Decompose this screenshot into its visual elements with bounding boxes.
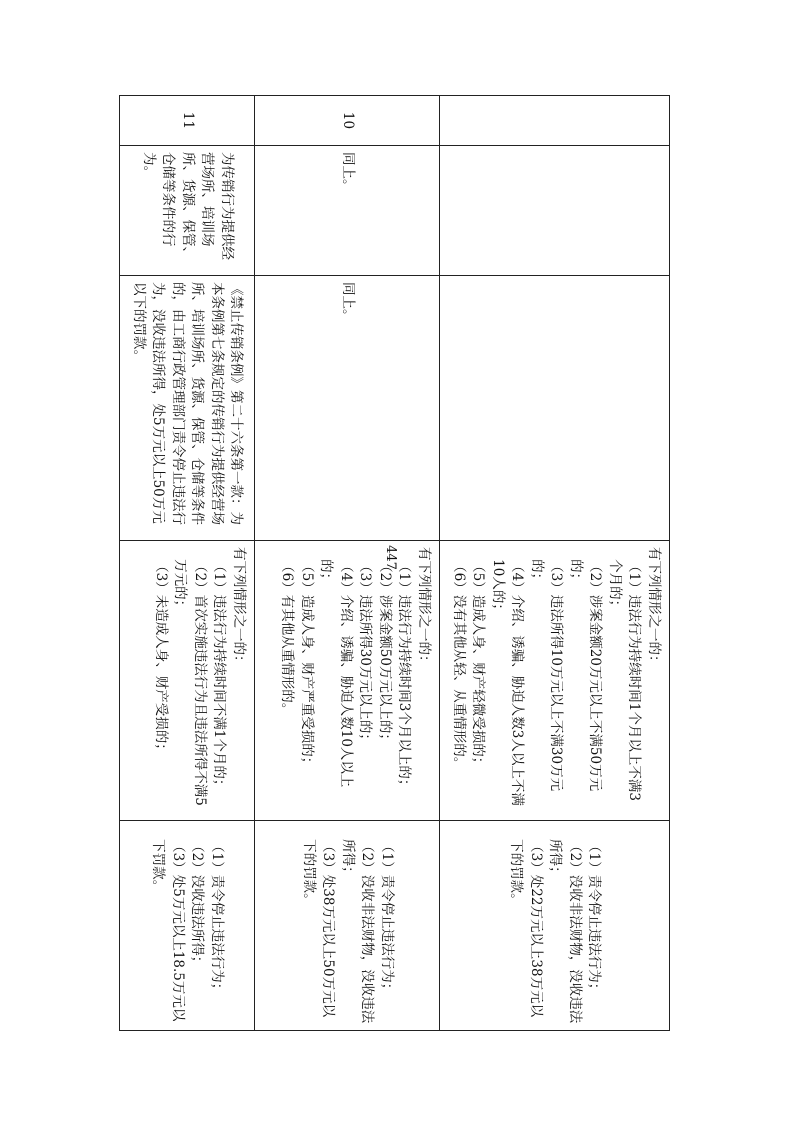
- circumstance-line: （5）造成人身、财产轻微受损的；: [470, 559, 487, 771]
- illegal-act-cell: 同上。: [255, 146, 440, 276]
- circumstance-line: （4）介绍、诱骗、胁迫人数10人以上的；: [318, 559, 354, 788]
- circumstance-line: （5）造成人身、财产严重受损的；: [299, 559, 315, 771]
- penalty-line: （1）责令停止违法行为；: [209, 839, 225, 997]
- illegal-act-cell: [440, 146, 670, 276]
- penalty-line: （1）责令停止违法行为；: [586, 839, 603, 997]
- penalty-cell: [120, 821, 255, 1031]
- circumstance-line: （6）有其他从重情形的。: [279, 559, 296, 717]
- table-row: [120, 96, 255, 1031]
- circumstance-line: （1）违法行为持续时间3个月以上的；: [396, 559, 413, 793]
- circumstance-line: （3）违法所得10万元以上不满30万元的；: [529, 559, 565, 792]
- penalty-line: （2）没收违法所得；: [189, 839, 206, 970]
- legal-basis-cell: 同上。: [255, 276, 440, 541]
- penalty-line: （2）没收非法财物，没收违法所得；: [339, 839, 376, 1024]
- legal-basis-cell: [440, 276, 670, 541]
- circumstance-line: （2）涉案金额50万元以上的；: [377, 559, 393, 747]
- penalty-line: （2）没收非法财物，没收违法所得；: [547, 839, 583, 1024]
- circumstance-line: （1）违法行为持续时间不满1个月的；: [211, 559, 228, 793]
- penalty-line: （3）处22万元以上38万元以下的罚款。: [508, 839, 544, 1018]
- circumstance-line: （4）介绍、诱骗、胁迫人数3人以上不满10人的；: [490, 559, 526, 806]
- circumstance-cell: [440, 541, 670, 821]
- row-number-cell: [440, 96, 670, 146]
- row-number-cell: 10: [255, 96, 440, 146]
- row-number-cell: 11: [120, 96, 255, 146]
- penalty-cell: [255, 821, 440, 1031]
- legal-basis-cell: 《禁止传销条例》第二十六条第一款：为本条例第七条规定的传销行为提供经营场所、培训场所、货源、保管、仓储等条件的，由工商行政管理部门责令停止违法行为，没收违法所得，处5万元以上50万元以下的罚款。: [120, 276, 255, 541]
- circumstance-cell: [255, 541, 440, 821]
- circumstance-line: （2）涉案金额20万元以上不满50万元的；: [568, 559, 604, 792]
- circumstance-cell: [120, 541, 255, 821]
- penalty-line: （3）处38万元以上50万元以下的罚款。: [300, 839, 337, 1018]
- table-row: [255, 96, 440, 1031]
- circumstance-line: （3）违法所得30万元以上的；: [357, 559, 374, 747]
- circumstance-line: 有下列情形之一的：: [646, 547, 662, 669]
- penalty-line: （1）责令停止违法行为；: [378, 839, 395, 997]
- penalty-line: （3）处5万元以上18.5万元以下罚款。: [150, 839, 186, 1022]
- table-row: [440, 96, 670, 1031]
- circumstance-line: （6）没有其他从轻、从重情形的。: [451, 559, 467, 771]
- penalty-cell: [440, 821, 670, 1031]
- illegal-act-cell: 为传销行为提供经营场所、培训场所、货源、保管、仓储等条件的行为。: [120, 146, 255, 276]
- circumstance-line: （2）首次实施违法行为且违法所得不满5万元的；: [172, 559, 208, 806]
- circumstance-line: 有下列情形之一的：: [416, 547, 432, 669]
- page-number: 447: [382, 545, 398, 570]
- circumstance-line: 有下列情形之一的：: [231, 547, 247, 669]
- circumstance-line: （1）违法行为持续时间1个月以上不满3个月的；: [607, 559, 643, 801]
- circumstance-line: （3）未造成人身、财产受损的；: [153, 559, 169, 757]
